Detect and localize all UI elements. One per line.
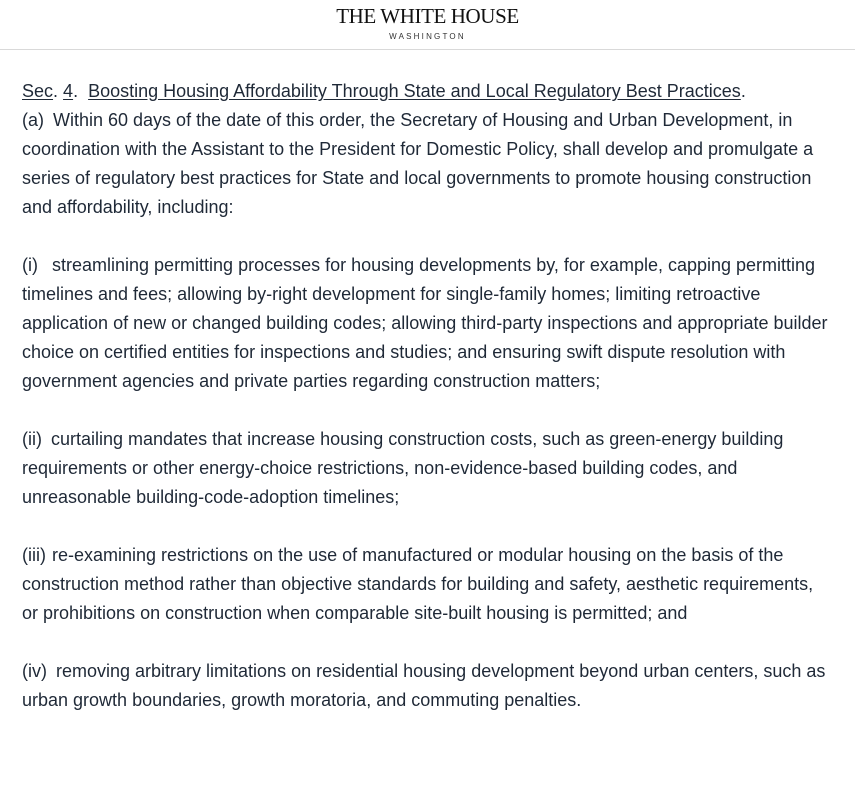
list-item-i xyxy=(22,251,833,396)
sec-dot: . xyxy=(53,81,64,101)
item-text: curtailing mandates that increase housing construction costs, such as green-energy building requirements or other energy-choice restrictions, non-evidence-based building codes, and unreasonable building-code-adoption timelines; xyxy=(22,429,784,507)
brand-subtitle: WASHINGTON xyxy=(389,32,466,41)
subsection-a xyxy=(22,106,833,222)
section-title-end: . xyxy=(740,81,746,101)
brand-logo-text[interactable]: THE WHITE HOUSE xyxy=(336,4,519,28)
list-item-iv xyxy=(22,657,833,715)
item-text: removing arbitrary limitations on residential housing development beyond urban centers, such as urban growth boundaries, growth moratoria, and commuting penalties. xyxy=(22,661,826,710)
section-heading xyxy=(22,77,833,106)
item-text: re-examining restrictions on the use of manufactured or modular housing on the basis of the construction method rather than objective standards for building and safety, aesthetic requirements, or prohibitions on construction when comparable site-built housing is permitted; and xyxy=(22,545,814,623)
item-text: streamlining permitting processes for housing developments by, for example, capping permitting timelines and fees; allowing by-right development for single-family homes; limiting retroactive application of new or changed building codes; allowing third-party inspections and appropriate builder choice on certified entities for inspections and studies; and ensuring swift dispute resolution with government agencies and private parties regarding construction matters; xyxy=(22,255,828,391)
item-label: (ii) xyxy=(22,429,42,449)
document-body xyxy=(0,77,855,715)
list-item-iii xyxy=(22,541,833,628)
sec-dot-2: . xyxy=(73,81,89,101)
section-title-link[interactable]: Boosting Housing Affordability Through State and Local Regulatory Best Practices xyxy=(88,81,741,101)
item-label: (iii) xyxy=(22,545,46,565)
subsection-a-label: (a) xyxy=(22,110,44,130)
sec-number-link[interactable]: 4 xyxy=(63,81,74,101)
item-label: (i) xyxy=(22,255,38,275)
sec-link[interactable]: Sec xyxy=(22,81,54,101)
list-item-ii xyxy=(22,425,833,512)
subsection-a-text: Within 60 days of the date of this order, the Secretary of Housing and Urban Development, in coordination with the Assistant to the President for Domestic Policy, shall develop and promulgate a series of regulatory best practices for State and local governments to promote housing construction and affordability, including: xyxy=(22,110,814,217)
item-label: (iv) xyxy=(22,661,47,681)
site-header xyxy=(0,0,855,50)
section-intro xyxy=(22,77,833,222)
